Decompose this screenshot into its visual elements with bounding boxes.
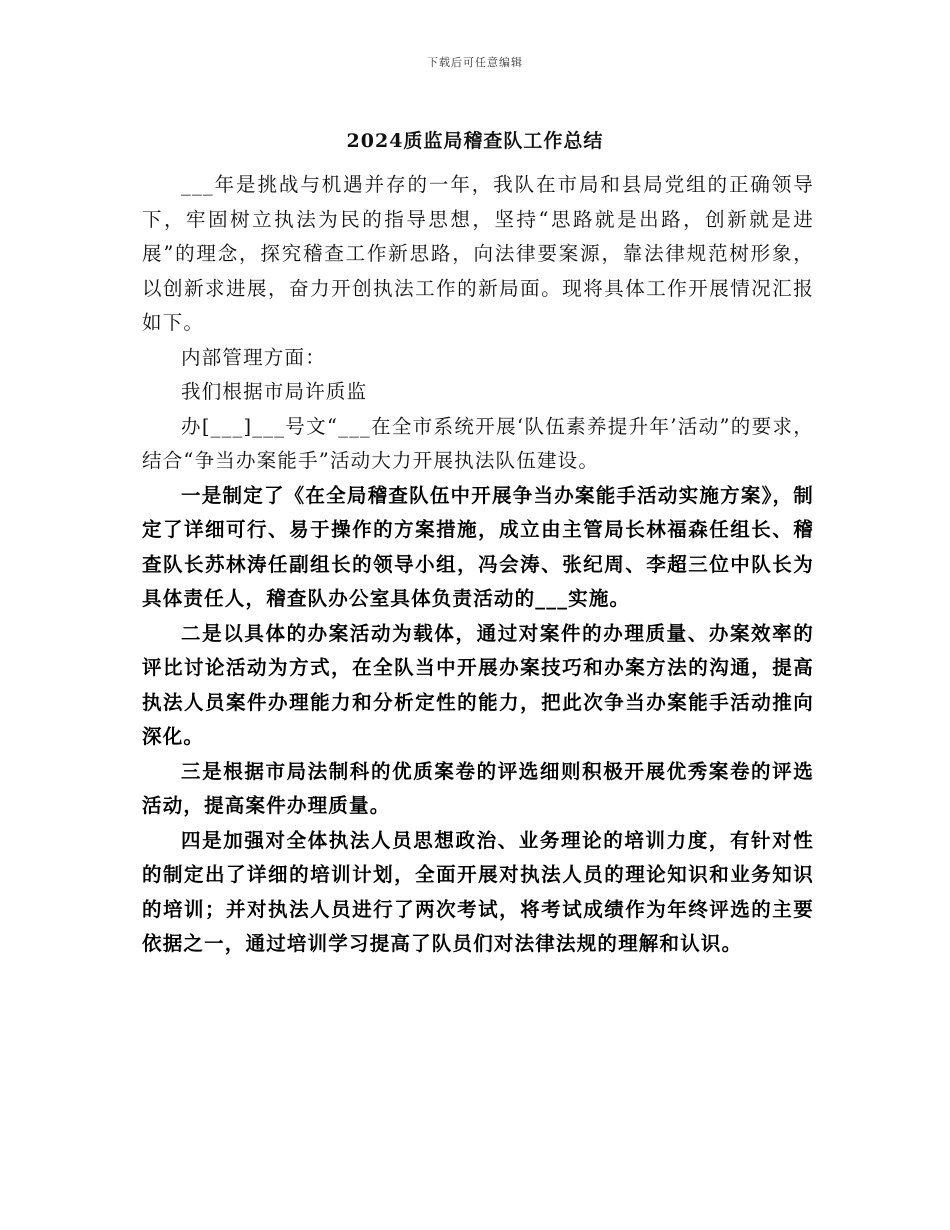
paragraph-point-four: 四是加强对全体执法人员思想政治、业务理论的培训力度，有针对性的制定出了详细的培训计划，全面开展对执法人员的理论知识和业务知识的培训；并对执法人员进行了两次考试，将考试成绩作为年终评选的主要依据之一，通过培训学习提高了队员们对法律法规的理解和认识。	[142, 828, 814, 955]
paragraph-point-three: 三是根据市局法制科的优质案卷的评选细则积极开展优秀案卷的评选活动，提高案件办理质量。	[142, 759, 814, 817]
paragraph-reference-line: 我们根据市局许质监	[181, 380, 368, 403]
document-body	[142, 168, 814, 962]
paragraph-intro: ___年是挑战与机遇并存的一年，我队在市局和县局党组的正确领导下，牢固树立执法为民的指导思想，坚持“思路就是出路，创新就是进展”的理念，探究稽查工作新思路，向法律要案源，靠法律规范树形象，以创新求进展，奋力开创执法工作的新局面。现将具体工作开展情况汇报如下。	[142, 173, 814, 334]
paragraph-point-two: 二是以具体的办案活动为载体，通过对案件的办理质量、办案效率的评比讨论活动为方式，在全队当中开展办案技巧和办案方法的沟通，提高执法人员案件办理能力和分析定性的能力，把此次争当办案能手活动推向深化。	[142, 621, 814, 748]
document-title: 2024质监局稽查队工作总结	[346, 130, 604, 152]
paragraph-requirement: 办[___]___号文“___在全市系统开展‘队伍素养提升年’活动”的要求，结合“争当办案能手”活动大力开展执法队伍建设。	[142, 414, 814, 472]
header-note: 下载后可任意编辑	[427, 56, 523, 69]
paragraph-point-one: 一是制定了《在全局稽查队伍中开展争当办案能手活动实施方案》，制定了详细可行、易于操作的方案措施，成立由主管局长林福森任组长、稽查队长苏林涛任副组长的领导小组，冯会涛、张纪周、李超三位中队长为具体责任人，稽查队办公室具体负责活动的___实施。	[142, 483, 814, 610]
paragraph-section-heading: 内部管理方面：	[181, 345, 326, 369]
